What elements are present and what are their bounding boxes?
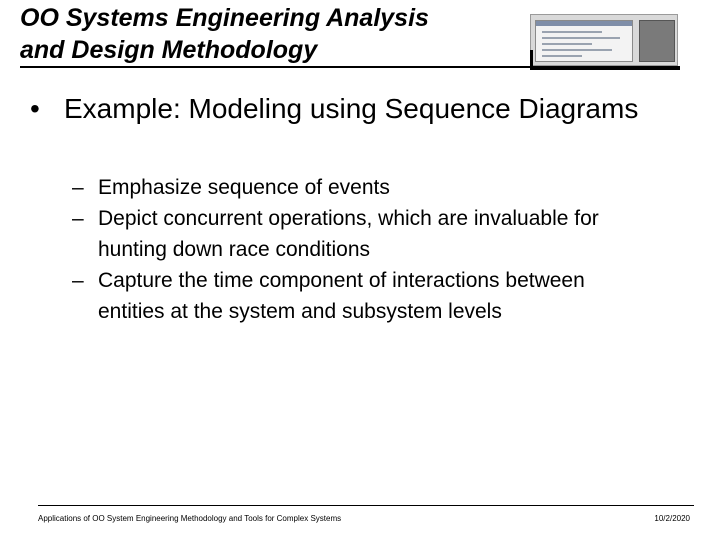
sub-bullet-text: Capture the time component of interactions between entities at the system and subsystem levels [98,269,585,323]
main-bullet [30,92,670,126]
sub-bullet-dash: – [72,176,84,199]
footer-course-title: Applications of OO System Engineering Methodology and Tools for Complex Systems [38,514,342,523]
thumbnail-side-panel [639,20,675,62]
thumbnail-text-line [542,43,592,45]
title-underline [20,66,530,68]
sub-bullet-text: Emphasize sequence of events [98,176,390,199]
thumbnail-titlebar [536,21,632,26]
thumbnail-text-line [542,55,582,57]
title-line-2: and Design Methodology [20,36,318,64]
sub-bullet-item [72,203,652,265]
sub-bullet-text: Depict concurrent operations, which are invaluable for hunting down race conditions [98,207,599,261]
main-bullet-text: Example: Modeling using Sequence Diagrams [64,93,639,124]
footer-date: 10/2/2020 [654,514,690,523]
thumbnail-corner-mark [530,50,533,70]
sub-bullet-item [72,172,652,203]
title-line-1: OO Systems Engineering Analysis [20,4,429,32]
sub-bullet-list [72,172,652,327]
slide-title [20,2,540,66]
thumbnail-text-line [542,31,602,33]
thumbnail-text-line [542,37,620,39]
thumbnail-underline [530,66,680,70]
sub-bullet-item [72,265,652,327]
footer-divider [38,505,694,506]
thumbnail-text-line [542,49,612,51]
bullet-dot: • [30,93,40,124]
sub-bullet-dash: – [72,269,84,292]
screenshot-thumbnail-image [530,14,678,66]
thumbnail-window [535,20,633,62]
sub-bullet-dash: – [72,207,84,230]
